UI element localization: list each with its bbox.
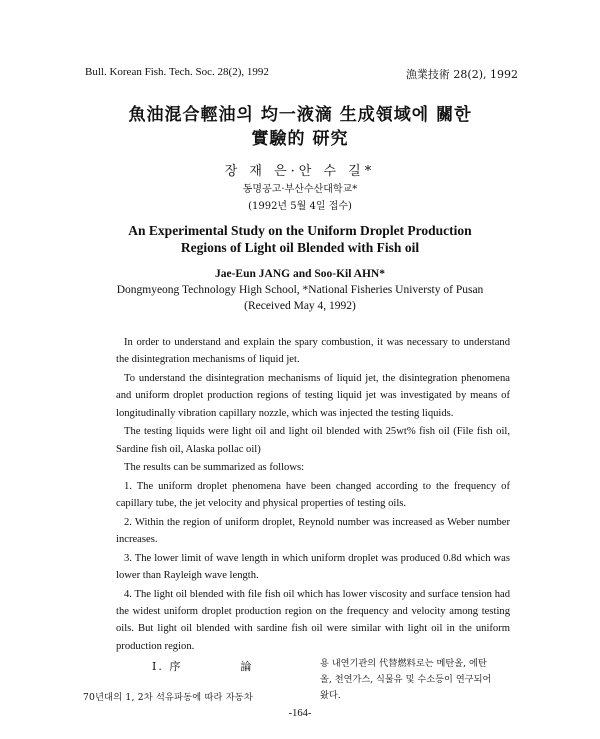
section-number: Ⅰ. 序 — [152, 660, 183, 673]
authors-korean: 장 재 은·안 수 길* — [224, 164, 376, 179]
received-date-english: (Received May 4, 1992) — [244, 300, 356, 312]
body-text-left: 70년대의 1, 2차 석유파동에 따라 자동차 — [83, 692, 253, 703]
title-korean-line1: 魚油混合輕油의 均一液滴 生成領域에 關한 — [128, 105, 472, 125]
abstract-result-item: 1. The uniform droplet phenomena have been changed according to the frequency of capillary tube, the jet velocity and physical properties of testing oils. — [116, 480, 510, 510]
body-text-right — [320, 656, 530, 704]
abstract-result-item: 4. The light oil blended with file fish oil which has lower viscosity and surface tension had the widest uniform droplet production region on the frequency and velocity among testing oils. But light oil blended with sardine fish oil were similar with light oil in the uniform production region. — [116, 588, 510, 652]
section-heading — [152, 658, 253, 674]
affiliation-english: Dongmyeong Technology High School, *National Fisheries Universty of Pusan — [116, 284, 484, 296]
journal-header-ko: 漁業技術 28(2), 1992 — [405, 68, 518, 81]
abstract-result-item: 2. Within the region of uniform droplet, Reynold number was increased as Weber number increases. — [116, 516, 510, 546]
body-line: 용 내연기관의 代替燃料로는 메탄올, 에탄 — [320, 658, 487, 669]
page-number: -164- — [288, 708, 312, 719]
abstract-paragraph: To understand the disintegration mechanisms of liquid jet, the disintegration phenomena and uniform droplet production regions of testing liquid jet was investigated by means of longitudinally vibration capillary nozzle, which was injected the testing liquids. — [116, 372, 510, 419]
abstract — [116, 334, 510, 656]
abstract-paragraph: In order to understand and explain the spary combustion, it was necessary to understand the disintegration mechanisms of liquid jet. — [116, 337, 510, 366]
title-korean-line2: 實驗的 研究 — [251, 129, 349, 149]
authors-english: Jae-Eun JANG and Soo-Kil AHN* — [215, 268, 385, 280]
received-date-korean: (1992년 5월 4일 접수) — [248, 201, 352, 212]
section-title: 論 — [240, 660, 254, 673]
affiliation-korean: 동명공고·부산수산대학교* — [242, 184, 358, 195]
abstract-paragraph: The results can be summarized as follows: — [124, 462, 305, 474]
title-english-line2: Regions of Light oil Blended with Fish oil — [180, 240, 420, 255]
body-line: 올, 천연가스, 식물유 및 수소등이 연구되어 — [320, 674, 492, 685]
title-english-line1: An Experimental Study on the Uniform Droplet Production — [128, 223, 472, 238]
abstract-paragraph: The testing liquids were light oil and light oil blended with 25wt% fish oil (File fish oil, Sardine fish oil, Alaska pollac oil) — [116, 426, 510, 455]
journal-header-en: Bull. Korean Fish. Tech. Soc. 28(2), 1992 — [85, 66, 269, 78]
body-line: 왔다. — [320, 690, 341, 701]
abstract-result-item: 3. The lower limit of wave length in which uniform droplet was produced 0.8d which was lower than Rayleigh wave length. — [116, 552, 510, 582]
